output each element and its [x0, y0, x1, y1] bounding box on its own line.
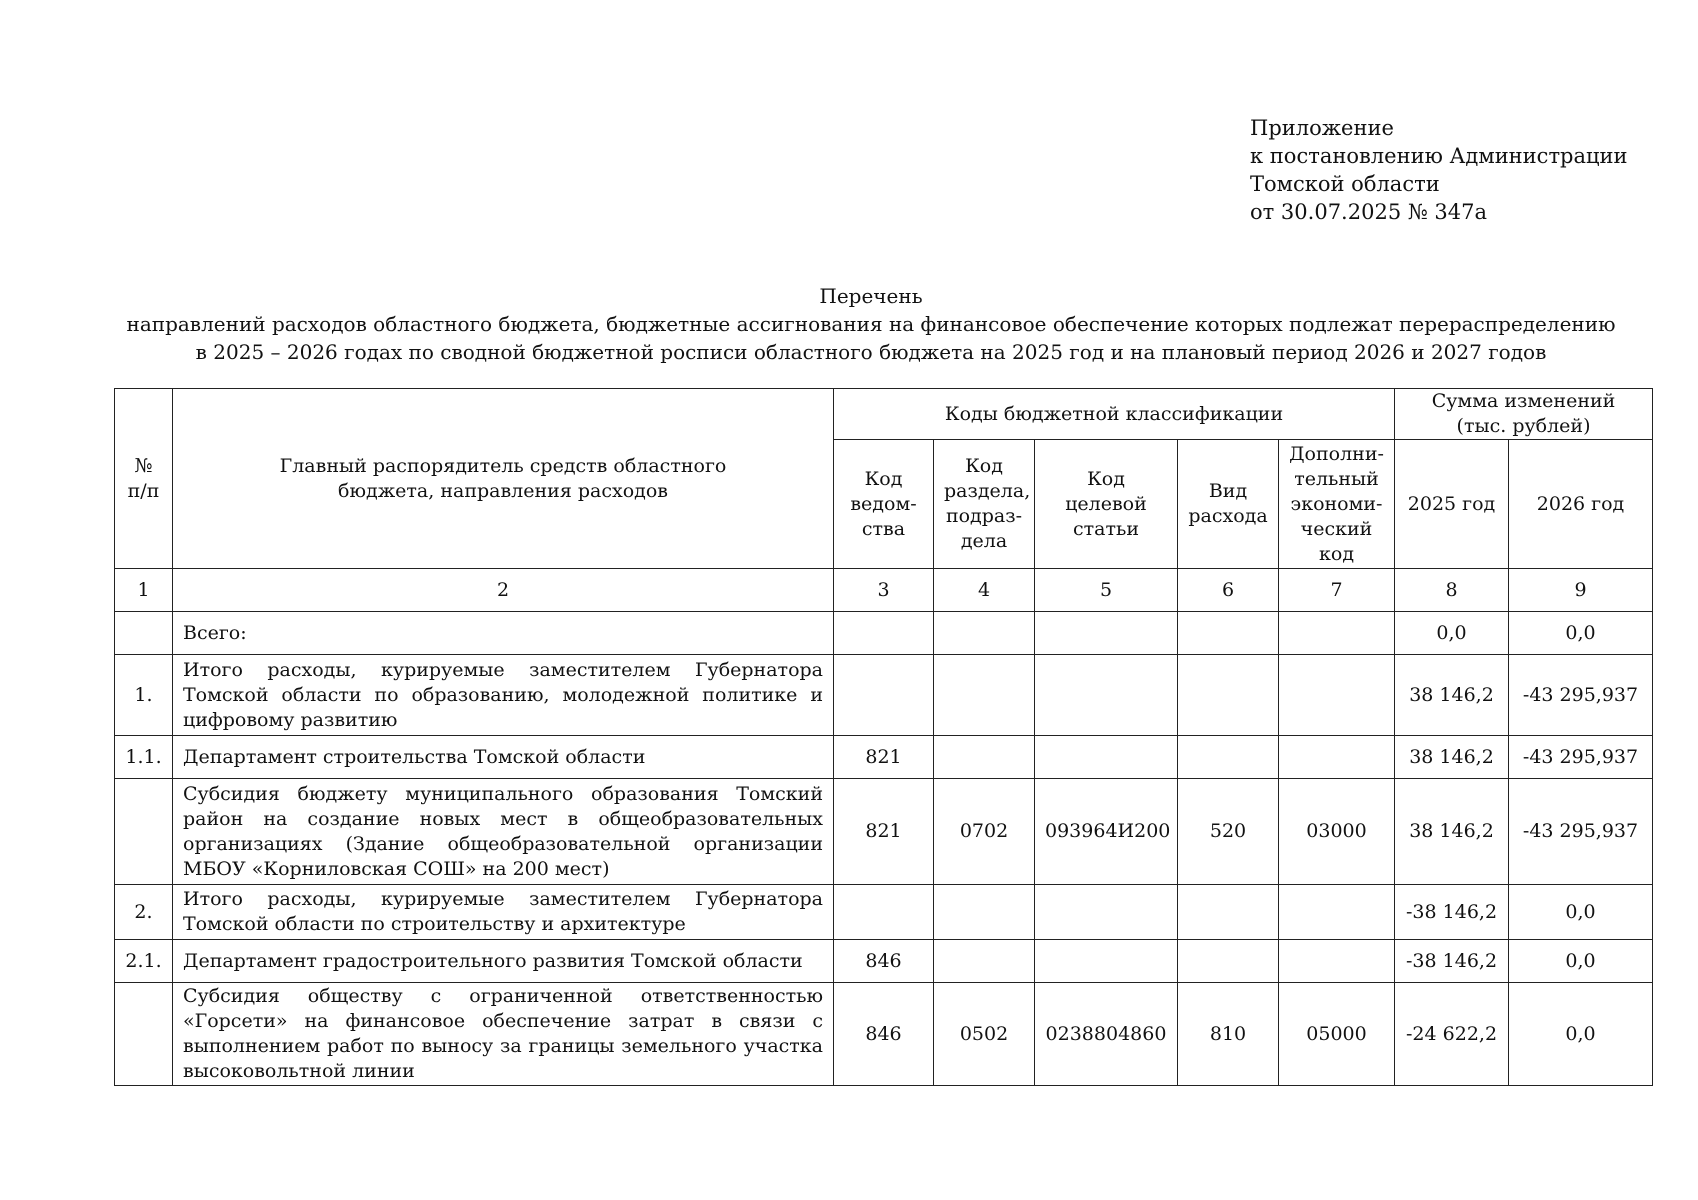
title-line: в 2025 – 2026 годах по сводной бюджетной росписи областного бюджета на 2025 год и на плановый период 2026 и 2027 годов: [195, 340, 1547, 364]
header-expense-type: Вид расхода: [1178, 440, 1279, 569]
row-num: 1.1.: [115, 736, 173, 779]
row-sum-2025: -24 622,2: [1395, 983, 1509, 1086]
column-numbers-row: [115, 569, 1653, 612]
row-econ-code: [1279, 940, 1395, 983]
row-name: Всего:: [173, 612, 834, 655]
column-number: 2: [173, 569, 834, 612]
row-sum-2026: -43 295,937: [1509, 736, 1653, 779]
column-number: 3: [834, 569, 934, 612]
row-num: 2.1.: [115, 940, 173, 983]
table-row: [115, 612, 1653, 655]
row-econ-code: [1279, 655, 1395, 736]
table-row: [115, 885, 1653, 940]
row-sum-2025: 38 146,2: [1395, 655, 1509, 736]
row-sum-2026: 0,0: [1509, 612, 1653, 655]
row-name: Департамент строительства Томской области: [173, 736, 834, 779]
column-number: 5: [1035, 569, 1178, 612]
row-econ-code: 03000: [1279, 779, 1395, 885]
row-target-code: [1035, 940, 1178, 983]
row-num: [115, 779, 173, 885]
row-dept-code: [834, 612, 934, 655]
row-target-code: [1035, 736, 1178, 779]
table-row: [115, 736, 1653, 779]
row-target-code: 093964И200: [1035, 779, 1178, 885]
row-section-code: [934, 940, 1035, 983]
row-sum-2026: 0,0: [1509, 940, 1653, 983]
row-econ-code: 05000: [1279, 983, 1395, 1086]
header-year-2025: 2025 год: [1395, 440, 1509, 569]
table-row: [115, 983, 1653, 1086]
row-num: [115, 612, 173, 655]
row-expense-type: [1178, 655, 1279, 736]
column-number: 8: [1395, 569, 1509, 612]
column-number: 7: [1279, 569, 1395, 612]
row-section-code: [934, 736, 1035, 779]
row-target-code: [1035, 885, 1178, 940]
row-sum-2026: 0,0: [1509, 983, 1653, 1086]
header-num: № п/п: [115, 389, 173, 569]
header-section-code: Код раздела, подраз-дела: [934, 440, 1035, 569]
row-sum-2025: 38 146,2: [1395, 779, 1509, 885]
row-sum-2025: 0,0: [1395, 612, 1509, 655]
appendix-date-number: от 30.07.2025 № 347а: [1250, 200, 1487, 224]
row-expense-type: [1178, 736, 1279, 779]
row-expense-type: [1178, 612, 1279, 655]
row-num: 2.: [115, 885, 173, 940]
row-sum-2026: -43 295,937: [1509, 655, 1653, 736]
table-body: [115, 612, 1653, 1086]
appendix-line: Приложение: [1250, 116, 1394, 140]
row-name: Департамент градостроительного развития Томской области: [173, 940, 834, 983]
row-dept-code: 846: [834, 940, 934, 983]
row-num: 1.: [115, 655, 173, 736]
header-row: [115, 389, 1653, 440]
budget-table: [114, 388, 1653, 1086]
row-section-code: 0702: [934, 779, 1035, 885]
row-dept-code: 846: [834, 983, 934, 1086]
appendix-line: Томской области: [1250, 172, 1440, 196]
row-expense-type: 520: [1178, 779, 1279, 885]
row-sum-2025: 38 146,2: [1395, 736, 1509, 779]
title-line: направлений расходов областного бюджета, бюджетные ассигнования на финансовое обеспечение которых подлежат перераспределению: [126, 312, 1616, 336]
row-target-code: [1035, 612, 1178, 655]
row-econ-code: [1279, 885, 1395, 940]
row-name: Субсидия бюджету муниципального образования Томский район на создание новых мест в общеобразовательных организациях (Здание общеобразовательной организации МБОУ «Корниловская СОШ» на 200 мест): [173, 779, 834, 885]
table-row: [115, 655, 1653, 736]
appendix-header: [1250, 114, 1628, 226]
row-sum-2026: -43 295,937: [1509, 779, 1653, 885]
row-expense-type: [1178, 940, 1279, 983]
row-econ-code: [1279, 612, 1395, 655]
header-codes-group: Коды бюджетной классификации: [834, 389, 1395, 440]
row-name: Субсидия обществу с ограниченной ответственностью «Горсети» на финансовое обеспечение затрат в связи с выполнением работ по выносу за границы земельного участка высоковольтной линии: [173, 983, 834, 1086]
row-section-code: 0502: [934, 983, 1035, 1086]
column-number: 9: [1509, 569, 1653, 612]
title-line: Перечень: [819, 284, 923, 308]
table-row: [115, 940, 1653, 983]
row-num: [115, 983, 173, 1086]
document-title: [110, 282, 1632, 366]
row-sum-2025: -38 146,2: [1395, 885, 1509, 940]
column-number: 4: [934, 569, 1035, 612]
row-dept-code: 821: [834, 779, 934, 885]
header-sums-group: Сумма изменений (тыс. рублей): [1395, 389, 1653, 440]
row-name: Итого расходы, курируемые заместителем Губернатора Томской области по образованию, молодежной политике и цифровому развитию: [173, 655, 834, 736]
row-expense-type: [1178, 885, 1279, 940]
column-number: 1: [115, 569, 173, 612]
row-expense-type: 810: [1178, 983, 1279, 1086]
header-econ-code: Дополни-тельный экономи-ческий код: [1279, 440, 1395, 569]
appendix-line: к постановлению Администрации: [1250, 144, 1628, 168]
row-econ-code: [1279, 736, 1395, 779]
row-dept-code: [834, 655, 934, 736]
column-number: 6: [1178, 569, 1279, 612]
row-sum-2025: -38 146,2: [1395, 940, 1509, 983]
header-target-code: Код целевой статьи: [1035, 440, 1178, 569]
row-section-code: [934, 612, 1035, 655]
row-name: Итого расходы, курируемые заместителем Губернатора Томской области по строительству и архитектуре: [173, 885, 834, 940]
row-dept-code: 821: [834, 736, 934, 779]
table-row: [115, 779, 1653, 885]
row-sum-2026: 0,0: [1509, 885, 1653, 940]
header-year-2026: 2026 год: [1509, 440, 1653, 569]
row-dept-code: [834, 885, 934, 940]
row-target-code: 0238804860: [1035, 983, 1178, 1086]
row-section-code: [934, 885, 1035, 940]
header-name: Главный распорядитель средств областного бюджета, направления расходов: [173, 389, 834, 569]
header-dept-code: Код ведом-ства: [834, 440, 934, 569]
row-target-code: [1035, 655, 1178, 736]
row-section-code: [934, 655, 1035, 736]
